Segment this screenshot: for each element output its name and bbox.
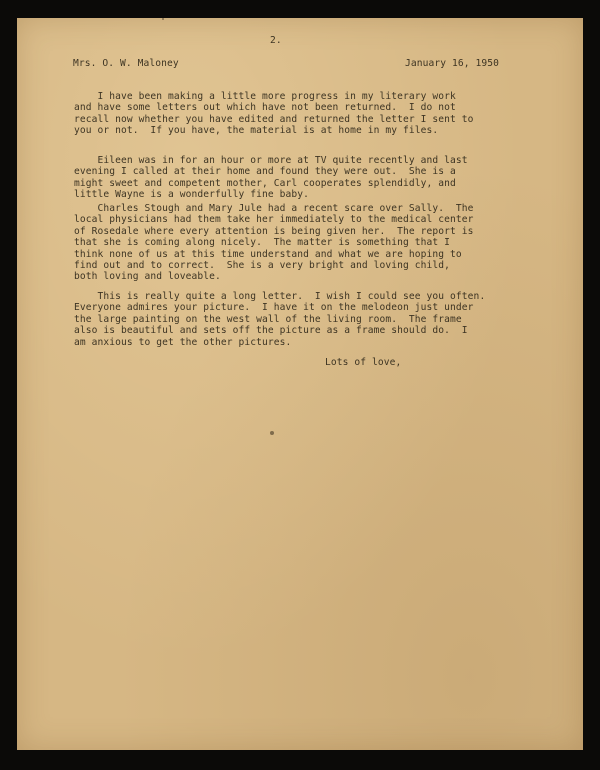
paragraph-picture: This is really quite a long letter. I wish I could see you often. Everyone admires your picture. I have it on the melodeon just under the large painting on the west wall of the living room. The frame also is beautiful and sets off the picture as a frame should do. I am anxious to get the other pictures.	[74, 291, 486, 348]
paragraph-eileen: Eileen was in for an hour or more at TV quite recently and last evening I called at their home and found they were out. She is a might sweet and competent mother, Carl cooperates splendidly, and little Wayne is a wonderfully fine baby.	[74, 155, 468, 201]
letter-date: January 16, 1950	[405, 58, 500, 69]
recipient-name: Mrs. O. W. Maloney	[73, 58, 179, 69]
page-number: 2.	[270, 35, 282, 46]
paragraph-sally: Charles Stough and Mary Jule had a recent scare over Sally. The local physicians had them take her immediately to the medical center of Rosedale where every attention is being given her. The report is that she is coming along nicely. The matter is something that I think none of us at this time understand and what we are hoping to find out and to correct. She is a very bright and loving child, both loving and loveable.	[74, 203, 474, 283]
letter-page	[17, 18, 583, 750]
paragraph-literary-work: I have been making a little more progress in my literary work and have some letters out which have not been returned. I do not recall now whether you have edited and returned the letter I sent to you or not. If you have, the material is at home in my files.	[74, 91, 474, 137]
paper-mark	[162, 18, 164, 20]
paper-speck	[270, 431, 274, 435]
letter-closing: Lots of love,	[325, 357, 402, 368]
